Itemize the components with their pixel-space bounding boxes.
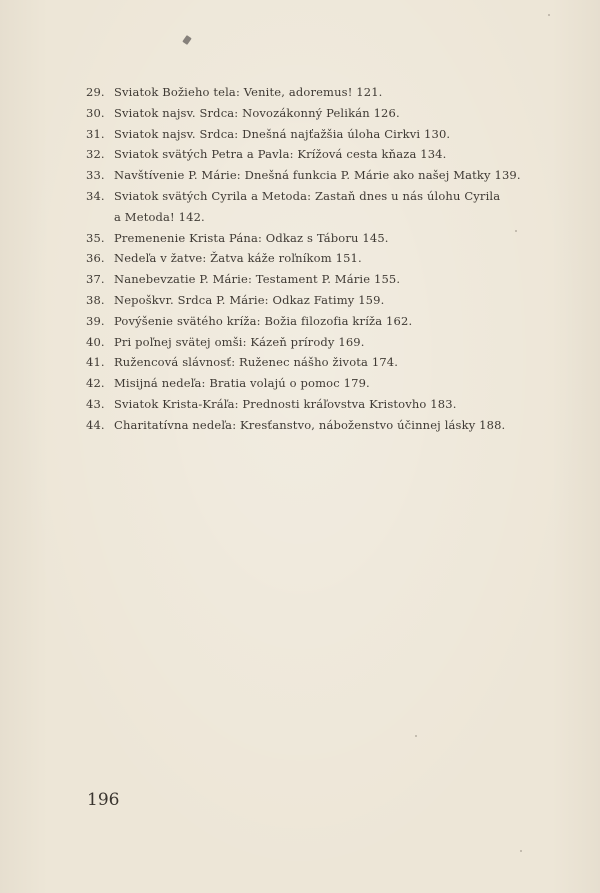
entry-number: 38. <box>86 292 105 307</box>
toc-entry-39 <box>86 311 556 332</box>
entry-number: 30. <box>86 105 105 120</box>
entry-title: Navštívenie P. Márie: Dnešná funkcia P. Márie ako našej Matky 139. <box>114 168 521 183</box>
toc-entry-38 <box>86 290 556 311</box>
paper-speck <box>520 850 522 852</box>
entry-title: Sviatok najsv. Srdca: Novozákonný Pelikán 126. <box>114 105 400 120</box>
toc-entry-36 <box>86 248 556 269</box>
entry-title: Nedeľa v žatve: Žatva káže roľníkom 151. <box>114 251 362 266</box>
toc-entry-33 <box>86 165 556 186</box>
entry-number: 32. <box>86 147 105 162</box>
toc-entry-30 <box>86 103 556 124</box>
entry-title: Premenenie Krista Pána: Odkaz s Táboru 145. <box>114 230 389 245</box>
toc-entry-41 <box>86 352 556 373</box>
table-of-contents <box>86 82 556 436</box>
entry-title: Ružencová slávnosť: Ruženec nášho života 174. <box>114 355 399 370</box>
entry-number: 39. <box>86 313 105 328</box>
toc-entry-34 <box>86 186 556 228</box>
toc-entry-29 <box>86 82 556 103</box>
toc-entry-43 <box>86 394 556 415</box>
entry-number: 29. <box>86 85 105 99</box>
toc-entry-40 <box>86 332 556 353</box>
entry-title: Nanebevzatie P. Márie: Testament P. Márie 155. <box>114 272 401 287</box>
toc-entry-32 <box>86 144 556 165</box>
entry-number: 31. <box>86 126 105 141</box>
page-number: 196 <box>87 790 120 810</box>
entry-title: Sviatok Božieho tela: Venite, adoremus! 121. <box>114 85 383 99</box>
entry-title: Misijná nedeľa: Bratia volajú o pomoc 179. <box>114 376 370 391</box>
paper-speck <box>415 735 417 737</box>
toc-entry-37 <box>86 269 556 290</box>
toc-entry-44 <box>86 415 556 436</box>
ink-mark <box>182 35 192 45</box>
entry-title: Sviatok Krista-Kráľa: Prednosti kráľovstva Kristovho 183. <box>114 396 457 411</box>
entry-number: 41. <box>86 355 105 370</box>
entry-number: 44. <box>86 417 105 432</box>
paper-speck <box>548 14 550 16</box>
entry-number: 42. <box>86 376 105 391</box>
entry-title: Povýšenie svätého kríža: Božia filozofia kríža 162. <box>114 313 413 328</box>
entry-number: 37. <box>86 272 105 287</box>
entry-title: Sviatok najsv. Srdca: Dnešná najťažšia úloha Cirkvi 130. <box>114 126 451 141</box>
entry-number: 33. <box>86 168 105 183</box>
toc-entry-31 <box>86 124 556 145</box>
entry-number: 34. <box>86 188 105 203</box>
entry-number: 35. <box>86 230 105 245</box>
entry-number: 40. <box>86 334 105 349</box>
entry-title: Sviatok svätých Petra a Pavla: Krížová cesta kňaza 134. <box>114 147 447 162</box>
entry-number: 43. <box>86 396 105 411</box>
entry-title: Sviatok svätých Cyrila a Metoda: Zastaň dnes u nás úlohu Cyrila <box>114 188 501 203</box>
paper-speck <box>515 230 517 232</box>
entry-title: Charitatívna nedeľa: Kresťanstvo, náboženstvo účinnej lásky 188. <box>114 417 506 432</box>
toc-entry-35 <box>86 228 556 249</box>
toc-entry-42 <box>86 373 556 394</box>
entry-title: Pri poľnej svätej omši: Kázeň prírody 169. <box>114 334 365 349</box>
entry-number: 36. <box>86 251 105 266</box>
entry-title-continued: a Metoda! 142. <box>114 209 205 224</box>
entry-title: Nepoškvr. Srdca P. Márie: Odkaz Fatimy 159. <box>114 292 385 307</box>
